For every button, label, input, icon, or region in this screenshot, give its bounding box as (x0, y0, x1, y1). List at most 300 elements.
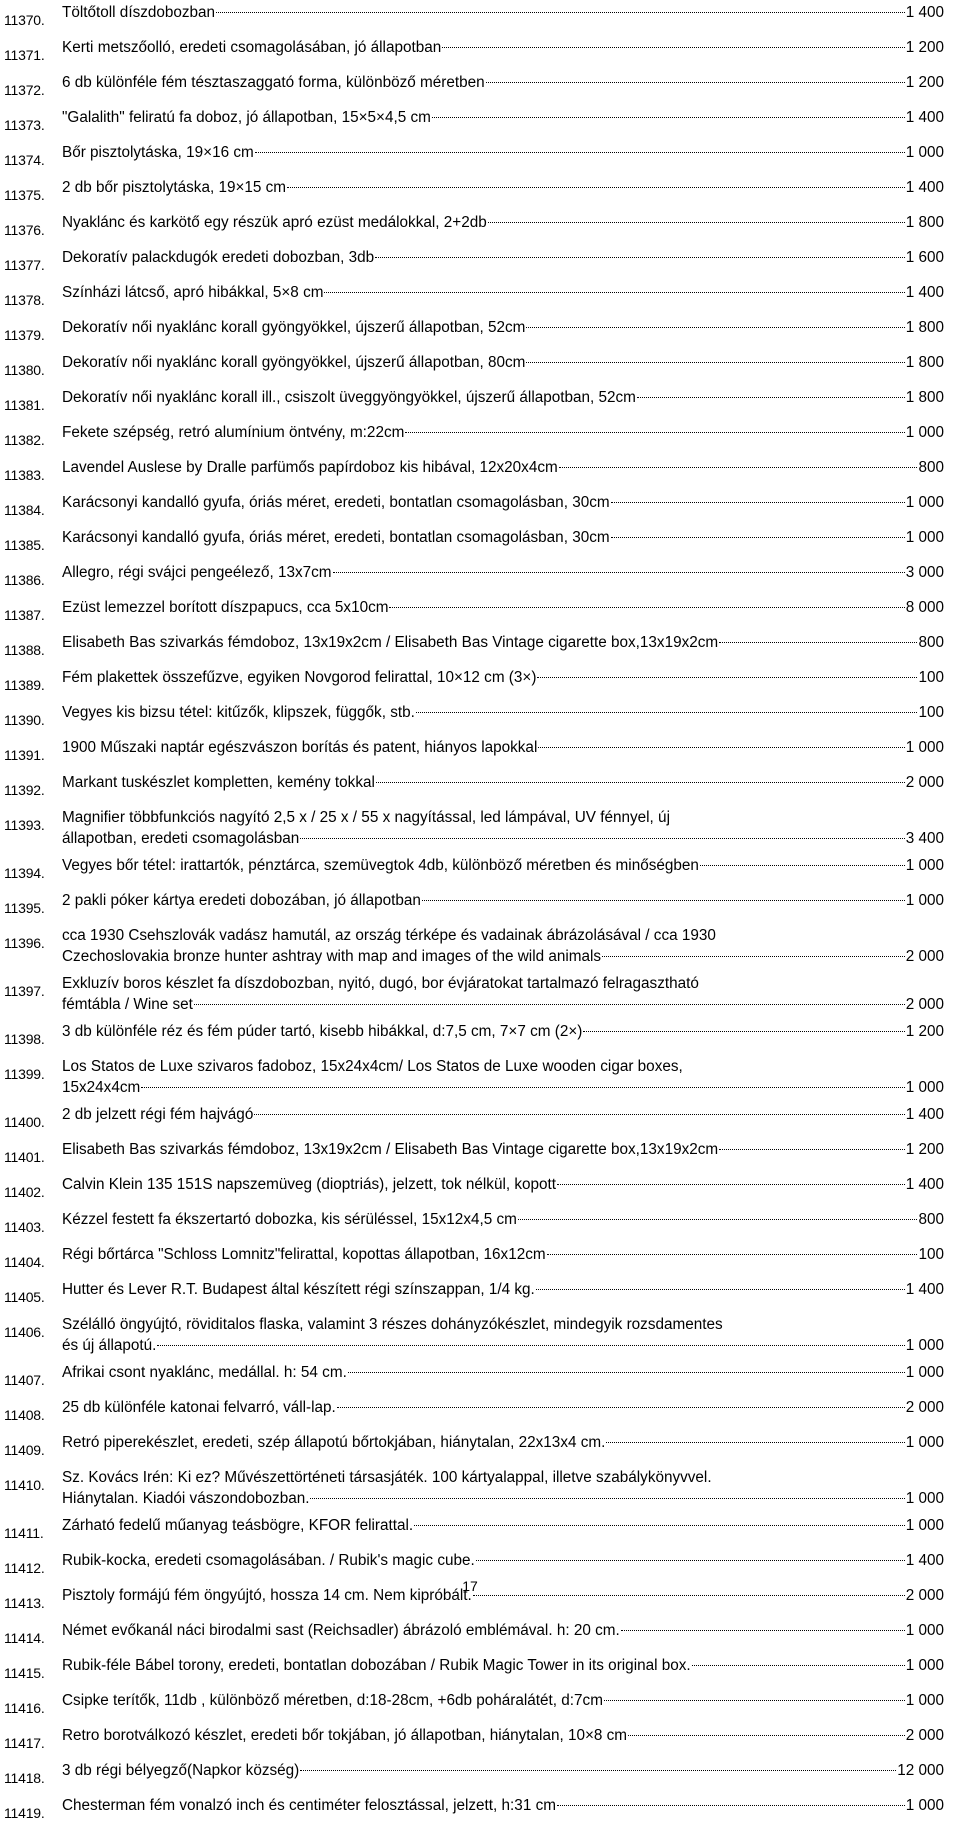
lot-description: 2 pakli póker kártya eredeti dobozában, jó állapotban (62, 892, 421, 909)
lot-number: 11397. (4, 983, 45, 999)
lot-description: Német evőkanál náci birodalmi sast (Reichsadler) ábrázoló emblémával. h: 20 cm. (62, 1622, 620, 1639)
lot-line (62, 457, 944, 478)
lot-item (4, 1209, 944, 1238)
lot-number: 11407. (4, 1372, 45, 1388)
page-number: 17 (462, 1578, 478, 1594)
lot-number: 11404. (4, 1254, 45, 1270)
lot-line (62, 492, 944, 513)
lot-number: 11385. (4, 537, 45, 553)
lot-body (62, 632, 944, 653)
dot-leader (611, 536, 905, 538)
dot-leader (473, 1594, 905, 1596)
lot-description: Allegro, régi svájci pengeélező, 13x7cm (62, 564, 332, 581)
lot-number: 11416. (4, 1700, 45, 1716)
lot-description: Töltőtoll díszdobozban (62, 4, 216, 21)
lot-body (62, 1690, 944, 1711)
dot-leader (432, 116, 905, 118)
lot-price: 1 000 (905, 1434, 944, 1451)
lot-number: 11400. (4, 1114, 45, 1130)
lot-number: 11401. (4, 1149, 45, 1165)
lot-line (62, 37, 944, 58)
lot-description: Elisabeth Bas szivarkás fémdoboz, 13x19x2cm / Elisabeth Bas Vintage cigarette box,13x19x2cm (62, 1141, 719, 1158)
dot-leader (300, 837, 904, 839)
lot-line (62, 1335, 944, 1356)
dot-leader (324, 291, 904, 293)
lot-line (62, 1209, 944, 1230)
lot-price: 2 000 (905, 774, 944, 791)
dot-leader (254, 1113, 904, 1115)
lot-description: 25 db különféle katonai felvarró, váll-lap. (62, 1399, 336, 1416)
dot-leader (604, 1699, 905, 1701)
lot-number: 11382. (4, 432, 45, 448)
lot-item (4, 2, 944, 31)
lot-number: 11415. (4, 1665, 45, 1681)
lot-line (62, 212, 944, 233)
lot-number: 11387. (4, 607, 45, 623)
lot-body (62, 352, 944, 373)
lot-line (62, 828, 944, 849)
dot-leader (405, 431, 904, 433)
lot-body (62, 737, 944, 758)
lot-price: 1 000 (905, 1797, 944, 1814)
dot-leader (141, 1086, 904, 1088)
lot-number: 11419. (4, 1805, 45, 1821)
lot-price: 800 (918, 459, 944, 476)
lot-line (62, 1077, 944, 1098)
lot-item (4, 212, 944, 241)
lot-item (4, 1725, 944, 1754)
lot-description-first-line: Magnifier többfunkciós nagyító 2,5 x / 25 x / 55 x nagyítással, led lámpával, UV fénnyel, új (62, 809, 670, 826)
lot-price: 1 000 (905, 424, 944, 441)
lot-body (62, 422, 944, 443)
lot-line (62, 2, 944, 23)
dot-leader (375, 256, 905, 258)
dot-leader (700, 864, 905, 866)
lot-body (62, 925, 944, 967)
lot-item (4, 1467, 944, 1509)
lot-item (4, 632, 944, 661)
lot-item (4, 247, 944, 276)
lot-number: 11406. (4, 1324, 45, 1340)
dot-leader (692, 1664, 905, 1666)
dot-leader (194, 1003, 905, 1005)
lot-body (62, 1725, 944, 1746)
lot-line (62, 317, 944, 338)
lot-item (4, 667, 944, 696)
lot-body (62, 1397, 944, 1418)
lot-line (62, 1279, 944, 1300)
lot-item (4, 387, 944, 416)
lot-number: 11371. (4, 47, 45, 63)
lot-price: 2 000 (905, 1399, 944, 1416)
lot-body (62, 247, 944, 268)
lot-line (62, 667, 944, 688)
lot-item (4, 1795, 944, 1824)
lot-line (62, 994, 944, 1015)
lot-description: Vegyes bőr tétel: irattartók, pénztárca, szemüvegtok 4db, különböző méretben és minőségben (62, 857, 699, 874)
lot-price: 1 000 (905, 1364, 944, 1381)
lot-body (62, 597, 944, 618)
lot-price: 1 000 (905, 529, 944, 546)
lot-item (4, 702, 944, 731)
lot-line (62, 177, 944, 198)
lot-body (62, 1209, 944, 1230)
lot-body (62, 1515, 944, 1536)
lot-price: 1 400 (905, 1176, 944, 1193)
lot-body (62, 1760, 944, 1781)
lot-price: 1 000 (905, 144, 944, 161)
lot-description-first-line: Los Statos de Luxe szivaros fadoboz, 15x24x4cm/ Los Statos de Luxe wooden cigar boxes, (62, 1058, 683, 1075)
dot-leader (557, 1804, 905, 1806)
lot-line (62, 737, 944, 758)
lot-body (62, 142, 944, 163)
dot-leader (637, 396, 905, 398)
lot-price: 8 000 (905, 599, 944, 616)
lot-description: Calvin Klein 135 151S napszemüveg (dioptriás), jelzett, tok nélkül, kopott (62, 1176, 557, 1193)
lot-price: 1 400 (905, 1281, 944, 1298)
lot-body (62, 527, 944, 548)
lot-item (4, 107, 944, 136)
lot-line (62, 1515, 944, 1536)
lot-description: Nyaklánc és karkötő egy részük apró ezüst medálokkal, 2+2db (62, 214, 487, 231)
lot-number: 11372. (4, 82, 45, 98)
lot-price: 1 000 (905, 1490, 944, 1507)
lot-number: 11388. (4, 642, 45, 658)
lot-number: 11403. (4, 1219, 45, 1235)
lot-description: 2 db jelzett régi fém hajvágó (62, 1106, 254, 1123)
dot-leader (583, 1030, 904, 1032)
lot-price: 800 (918, 1211, 944, 1228)
lot-item (4, 1174, 944, 1203)
lot-description: Zárható fedelű műanyag teásbögre, KFOR felirattal. (62, 1517, 414, 1534)
dot-leader (255, 151, 905, 153)
lot-body (62, 1314, 944, 1356)
lot-price: 3 400 (905, 830, 944, 847)
lot-line (62, 702, 944, 723)
lot-body (62, 37, 944, 58)
dot-leader (606, 1441, 904, 1443)
lot-item (4, 1279, 944, 1308)
lot-description: Retró piperekészlet, eredeti, szép állapotú bőrtokjában, hiánytalan, 22x13x4 cm. (62, 1434, 606, 1451)
lot-description: Kerti metszőolló, eredeti csomagolásában, jó állapotban (62, 39, 442, 56)
lot-price: 1 400 (905, 284, 944, 301)
lot-line (62, 1174, 944, 1195)
lot-item (4, 142, 944, 171)
lot-description: Rubik-féle Bábel torony, eredeti, bontatlan dobozában / Rubik Magic Tower in its original box. (62, 1657, 691, 1674)
lot-number: 11380. (4, 362, 45, 378)
lot-price: 100 (918, 1246, 944, 1263)
lot-number: 11381. (4, 397, 45, 413)
lot-price: 1 800 (905, 354, 944, 371)
lot-description: Bőr pisztolytáska, 19×16 cm (62, 144, 254, 161)
lot-description: Elisabeth Bas szivarkás fémdoboz, 13x19x2cm / Elisabeth Bas Vintage cigarette box,13x19x2cm (62, 634, 719, 651)
dot-leader (559, 466, 918, 468)
lot-number: 11390. (4, 712, 45, 728)
lot-price: 1 400 (905, 179, 944, 196)
lot-item (4, 737, 944, 766)
lot-number: 11393. (4, 817, 45, 833)
lot-number: 11377. (4, 257, 45, 273)
dot-leader (537, 676, 917, 678)
lot-item (4, 492, 944, 521)
lot-line (62, 387, 944, 408)
lot-line (62, 1690, 944, 1711)
dot-leader (488, 221, 905, 223)
lot-line (62, 1244, 944, 1265)
lot-body (62, 1620, 944, 1641)
lot-item (4, 352, 944, 381)
lot-price: 3 000 (905, 564, 944, 581)
lot-description: 6 db különféle fém tésztaszaggató forma, különböző méretben (62, 74, 485, 91)
lot-line (62, 142, 944, 163)
lot-number: 11399. (4, 1066, 45, 1082)
lot-body (62, 282, 944, 303)
lot-body (62, 177, 944, 198)
lot-line (62, 632, 944, 653)
lot-body (62, 1021, 944, 1042)
lot-body (62, 772, 944, 793)
lot-number: 11414. (4, 1630, 45, 1646)
lot-line (62, 527, 944, 548)
dot-leader (536, 1288, 905, 1290)
lot-description-first-line: Exkluzív boros készlet fa díszdobozban, nyitó, dugó, bor évjáratokat tartalmazó felragasztható (62, 975, 699, 992)
lot-item (4, 1515, 944, 1544)
lot-description: Afrikai csont nyaklánc, medállal. h: 54 cm. (62, 1364, 347, 1381)
lot-price: 100 (918, 704, 944, 721)
dot-leader (547, 1253, 918, 1255)
lot-body (62, 107, 944, 128)
lot-item (4, 37, 944, 66)
lot-item (4, 597, 944, 626)
lot-item (4, 1655, 944, 1684)
lot-list (4, 2, 944, 1830)
lot-price: 12 000 (897, 1762, 944, 1779)
lot-number: 11396. (4, 935, 45, 951)
dot-leader (557, 1183, 905, 1185)
lot-line (62, 1760, 944, 1781)
lot-number: 11394. (4, 865, 45, 881)
lot-line (62, 107, 944, 128)
lot-description: Régi bőrtárca "Schloss Lomnitz"felirattal, kopottas állapotban, 16x12cm (62, 1246, 546, 1263)
lot-description: fémtábla / Wine set (62, 996, 193, 1013)
lot-number: 11410. (4, 1477, 45, 1493)
lot-body (62, 1432, 944, 1453)
lot-line (62, 352, 944, 373)
lot-price: 1 000 (905, 1079, 944, 1096)
lot-number: 11386. (4, 572, 45, 588)
lot-line (62, 946, 944, 967)
lot-number: 11418. (4, 1770, 45, 1786)
lot-item (4, 1021, 944, 1050)
lot-item (4, 855, 944, 884)
lot-description: Pisztoly formájú fém öngyújtó, hossza 14 cm. Nem kipróbált. (62, 1587, 472, 1604)
lot-description: 2 db bőr pisztolytáska, 19×15 cm (62, 179, 287, 196)
lot-line (62, 1795, 944, 1816)
lot-body (62, 457, 944, 478)
lot-price: 1 200 (905, 39, 944, 56)
lot-item (4, 1397, 944, 1426)
lot-body (62, 1174, 944, 1195)
lot-description: Fém plakettek összefűzve, egyiken Novgorod felirattal, 10×12 cm (3×) (62, 669, 537, 686)
lot-price: 1 400 (905, 4, 944, 21)
lot-price: 1 600 (905, 249, 944, 266)
lot-body (62, 1139, 944, 1160)
lot-line (62, 1620, 944, 1641)
dot-leader (628, 1734, 905, 1736)
lot-item (4, 527, 944, 556)
lot-description: Hutter és Lever R.T. Budapest által készített régi színszappan, 1/4 kg. (62, 1281, 535, 1298)
lot-item (4, 72, 944, 101)
lot-price: 1 000 (905, 494, 944, 511)
lot-description: Retro borotválkozó készlet, eredeti bőr tokjában, jó állapotban, hiánytalan, 10×8 cm (62, 1727, 628, 1744)
lot-line (62, 282, 944, 303)
lot-description: Chesterman fém vonalzó inch és centiméter felosztással, jelzett, h:31 cm (62, 1797, 556, 1814)
lot-description: Markant tuskészlet kompletten, kemény tokkal (62, 774, 375, 791)
lot-line (62, 855, 944, 876)
lot-price: 100 (918, 669, 944, 686)
lot-number: 11374. (4, 152, 45, 168)
lot-body (62, 1104, 944, 1125)
lot-body (62, 2, 944, 23)
lot-description: és új állapotú. (62, 1337, 157, 1354)
dot-leader (442, 46, 904, 48)
dot-leader (719, 1148, 905, 1150)
lot-line (62, 1488, 944, 1509)
dot-leader (611, 501, 905, 503)
lot-item (4, 422, 944, 451)
dot-leader (310, 1497, 904, 1499)
lot-description: 3 db különféle réz és fém púder tartó, kisebb hibákkal, d:7,5 cm, 7×7 cm (2×) (62, 1023, 583, 1040)
lot-line (62, 422, 944, 443)
lot-description: Színházi látcső, apró hibákkal, 5×8 cm (62, 284, 324, 301)
dot-leader (389, 606, 904, 608)
lot-number: 11413. (4, 1595, 45, 1611)
dot-leader (348, 1371, 905, 1373)
lot-price: 1 400 (905, 1552, 944, 1569)
lot-price: 2 000 (905, 996, 944, 1013)
dot-leader (157, 1344, 904, 1346)
lot-body (62, 72, 944, 93)
lot-price: 800 (918, 634, 944, 651)
dot-leader (337, 1406, 905, 1408)
lot-price: 1 400 (905, 1106, 944, 1123)
lot-body (62, 1795, 944, 1816)
lot-body (62, 1244, 944, 1265)
lot-line (62, 1021, 944, 1042)
lot-price: 1 200 (905, 74, 944, 91)
lot-price: 1 400 (905, 109, 944, 126)
lot-number: 11370. (4, 12, 45, 28)
lot-body (62, 890, 944, 911)
lot-item (4, 317, 944, 346)
lot-number: 11376. (4, 222, 45, 238)
lot-body (62, 212, 944, 233)
dot-leader (621, 1629, 905, 1631)
dot-leader (486, 81, 905, 83)
lot-number: 11409. (4, 1442, 45, 1458)
lot-description: 15x24x4cm (62, 1079, 141, 1096)
lot-body (62, 492, 944, 513)
lot-item (4, 1314, 944, 1356)
lot-description: Fekete szépség, retró alumínium öntvény, m:22cm (62, 424, 405, 441)
lot-body (62, 702, 944, 723)
lot-item (4, 1690, 944, 1719)
dot-leader (719, 641, 917, 643)
lot-number: 11384. (4, 502, 45, 518)
lot-item (4, 1550, 944, 1579)
lot-description: Vegyes kis bizsu tétel: kitűzők, klipszek, függők, stb. (62, 704, 415, 721)
dot-leader (376, 781, 905, 783)
lot-body (62, 807, 944, 849)
lot-body (62, 1279, 944, 1300)
lot-line (62, 1550, 944, 1571)
lot-line (62, 247, 944, 268)
lot-description: Karácsonyi kandalló gyufa, óriás méret, eredeti, bontatlan csomagolásban, 30cm (62, 494, 610, 511)
dot-leader (422, 899, 905, 901)
lot-body (62, 1655, 944, 1676)
lot-body (62, 317, 944, 338)
lot-number: 11417. (4, 1735, 45, 1751)
lot-line (62, 1725, 944, 1746)
lot-item (4, 562, 944, 591)
lot-price: 1 000 (905, 739, 944, 756)
lot-description: Rubik-kocka, eredeti csomagolásában. / Rubik's magic cube. (62, 1552, 475, 1569)
lot-price: 1 200 (905, 1023, 944, 1040)
lot-body (62, 562, 944, 583)
lot-number: 11392. (4, 782, 45, 798)
lot-number: 11378. (4, 292, 45, 308)
lot-body (62, 667, 944, 688)
lot-item (4, 1244, 944, 1273)
dot-leader (518, 1218, 918, 1220)
lot-item (4, 1139, 944, 1168)
lot-number: 11398. (4, 1031, 45, 1047)
lot-price: 1 000 (905, 892, 944, 909)
dot-leader (216, 11, 905, 13)
lot-number: 11412. (4, 1560, 45, 1576)
lot-number: 11411. (4, 1525, 44, 1541)
dot-leader (333, 571, 905, 573)
lot-description: 3 db régi bélyegző(Napkor község) (62, 1762, 300, 1779)
lot-item (4, 890, 944, 919)
lot-description: Ezüst lemezzel borított díszpapucs, cca 5x10cm (62, 599, 389, 616)
lot-number: 11389. (4, 677, 45, 693)
lot-price: 1 000 (905, 1622, 944, 1639)
lot-price: 1 800 (905, 389, 944, 406)
lot-line (62, 1397, 944, 1418)
dot-leader (602, 955, 905, 957)
dot-leader (526, 361, 904, 363)
lot-description: Dekoratív női nyaklánc korall ill., csiszolt üveggyöngyökkel, újszerű állapotban, 52cm (62, 389, 636, 406)
lot-item (4, 1362, 944, 1391)
lot-description: Dekoratív női nyaklánc korall gyöngyökkel, újszerű állapotban, 52cm (62, 319, 526, 336)
lot-price: 1 200 (905, 1141, 944, 1158)
lot-line (62, 890, 944, 911)
lot-line (62, 1139, 944, 1160)
lot-price: 1 000 (905, 857, 944, 874)
lot-number: 11373. (4, 117, 45, 133)
lot-item (4, 457, 944, 486)
lot-item (4, 1104, 944, 1133)
lot-line (62, 772, 944, 793)
lot-number: 11408. (4, 1407, 45, 1423)
lot-body (62, 1467, 944, 1509)
lot-line (62, 72, 944, 93)
lot-description: "Galalith" feliratú fa doboz, jó állapotban, 15×5×4,5 cm (62, 109, 431, 126)
lot-line (62, 597, 944, 618)
lot-number: 11383. (4, 467, 45, 483)
lot-number: 11375. (4, 187, 45, 203)
